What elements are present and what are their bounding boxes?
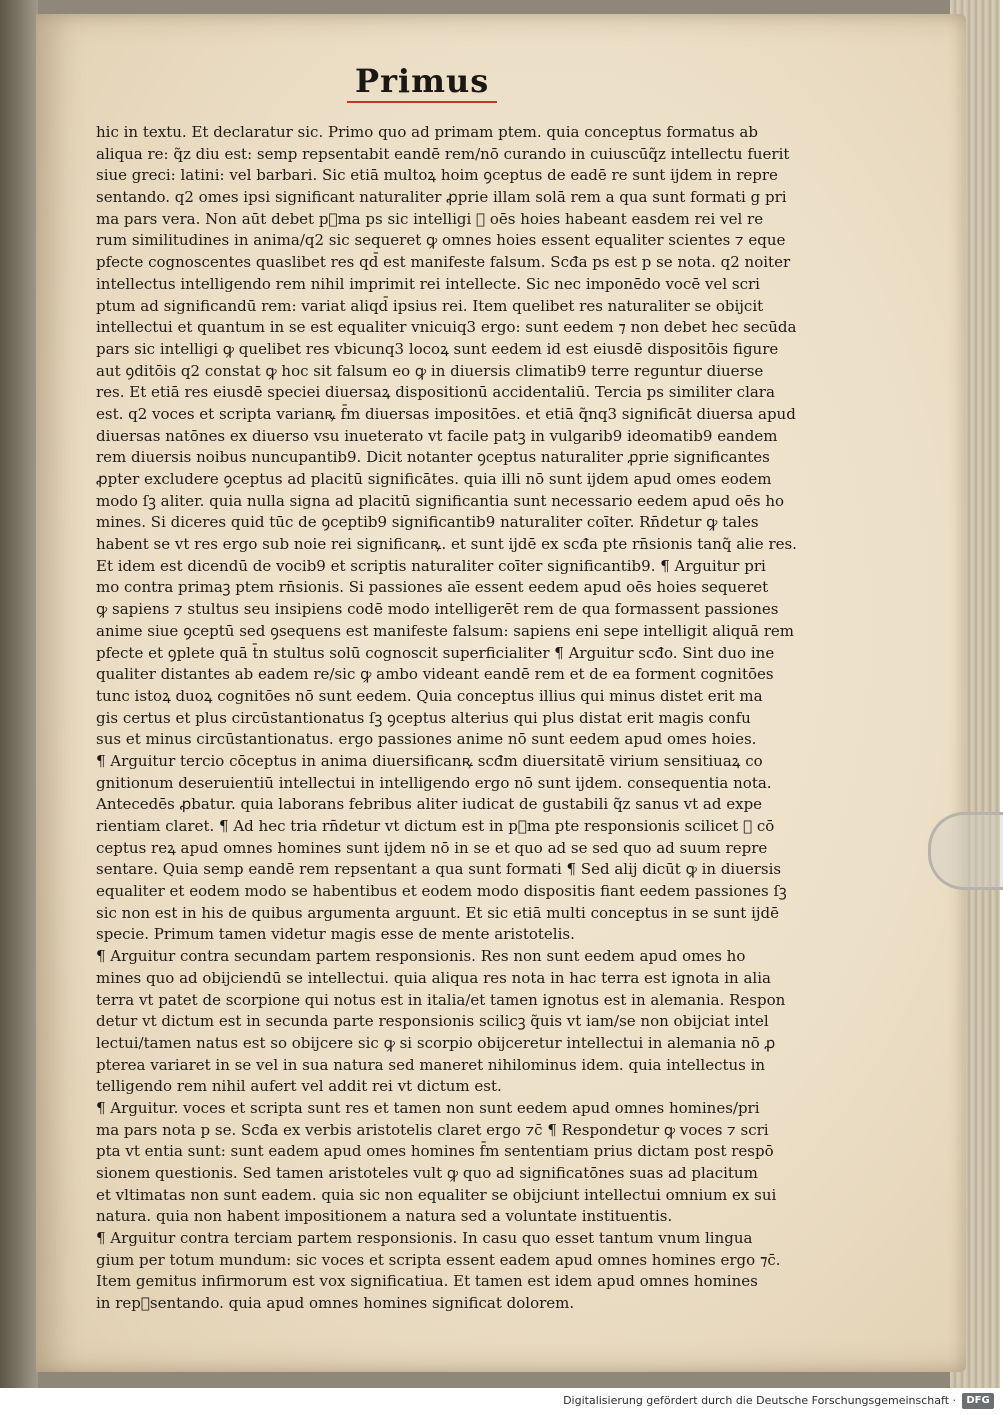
text-line: ¶ Arguitur contra secundam partem responsionis. Res non sunt eedem apud omes ho (96, 947, 746, 966)
funding-credit: Digitalisierung gefördert durch die Deutsche Forschungsgemeinschaft · (563, 1394, 956, 1407)
text-line: gis certus et plus circūstantionatus ſꝫ ꝯceptus alterius qui plus distat erit magis confu (96, 708, 751, 727)
text-line: gium per totum mundum: sic voces et scripta essent eadem apud omnes homines ergo ⁊c̄. (96, 1250, 781, 1269)
text-line: Et idem est dicendū de vocib9 et scriptis naturaliter coīter significantib9. ¶ Arguitur pri (96, 556, 766, 575)
text-line: pars sic intelligi ꝙ quelibet res vbicunq3 locoꝝ sunt eedem id est eiusdē dispositōis figure (96, 339, 779, 358)
text-line: ma pars nota p se. Scđa ex verbis aristotelis claret ergo ⁊c̄ ¶ Respondetur ꝙ voces ⁊ scri (96, 1120, 769, 1139)
text-line: ¶ Arguitur contra terciam partem responsionis. In casu quo esset tantum vnum lingua (96, 1229, 753, 1248)
text-line: modo ſꝫ aliter. quia nulla signa ad placitū significantia sunt necessario eedem apud oēs ho (96, 491, 785, 510)
text-line: sus et minus circūstantionatus. ergo passiones anime nō sunt eedem apud omes hoies. (96, 730, 757, 749)
text-line: aut ꝯditōis q2 constat ꝙ hoc sit falsum eo ꝙ in diuersis climatib9 terre reguntur diuerse (96, 361, 764, 380)
page-clip (928, 812, 1003, 890)
text-line: mines quo ad obijciendū se intellectui. quia aliqua res nota in hac terra est ignota in alia (96, 968, 771, 987)
text-line: specie. Primum tamen videtur magis esse de mente aristotelis. (96, 925, 575, 944)
text-line: natura. quia non habent impositionem a natura sed a voluntate instituentis. (96, 1207, 673, 1226)
text-line: ceptus reꝝ apud omnes homines sunt ijdem nō in se et quo ad se sed quo ad suum repre (96, 838, 768, 857)
text-line: pfecte cognoscentes quaslibet res qd̄ est manifeste falsum. Scđa ps est p se nota. q2 noiter (96, 253, 791, 272)
text-line: ¶ Arguitur tercio cōceptus in anima diuersificanꝶ scđm diuersitatē virium sensitiuaꝝ co (96, 751, 763, 770)
text-line: rem diuersis noibus nuncupantib9. Dicit notanter ꝯceptus naturaliter ꝓprie significantes (96, 448, 770, 467)
page-heading: Primus (355, 62, 490, 100)
text-line: equaliter et eodem modo se habentibus et eodem modo dispositis fiant eedem passiones ſꝫ (96, 882, 787, 901)
text-line: siue greci: latini: vel barbari. Sic etiā multoꝝ hoim ꝯceptus de eadē re sunt ijdem in repre (96, 166, 778, 185)
text-line: Item gemitus infirmorum est vox significatiua. Et tamen est idem apud omnes homines (96, 1272, 758, 1291)
text-line: ꝙ sapiens ⁊ stultus seu insipiens codē modo intelligerēt rem de qua formassent passiones (96, 600, 779, 619)
text-line: pfecte et ꝯplete quā t̄n stultus solū cognoscit superficialiter ¶ Arguitur scđo. Sint duo ine (96, 643, 775, 662)
text-line: habent se vt res ergo sub noie rei significanꝶ. et sunt ijdē ex scđa pte rn̄sionis tanq̃ alie res. (96, 535, 797, 554)
text-line: rientiam claret. ¶ Ad hec tria rn̄detur vt dictum est in pᷣma pte responsionis scilicet ꝙ cō (96, 817, 775, 835)
text-line: hic in textu. Et declaratur sic. Primo quo ad primam ptem. quia conceptus formatus ab (96, 123, 758, 141)
text-line: pterea variaret in se vel in sua natura sed maneret nihilominus idem. quia intellectus in (96, 1055, 766, 1074)
text-line: anime siue ꝯceptū sed ꝯsequens est manifeste falsum: sapiens eni sepe intelligit aliquā rem (96, 621, 794, 640)
body-text (96, 122, 797, 1313)
text-line: ꝓpter excludere ꝯceptus ad placitū significātes. quia illi nō sunt ijdem apud omes eodem (96, 470, 772, 488)
text-line: terra vt patet de scorpione qui notus est in italia/et tamen ignotus est in alemania. Respon (96, 990, 786, 1009)
text-line: sionem questionis. Sed tamen aristoteles vult ꝙ quo ad significatōnes suas ad placitum (96, 1164, 758, 1182)
text-line: mines. Si diceres quid tūc de ꝯceptib9 significantib9 naturaliter coīter. Rn̄detur ꝙ tales (96, 513, 759, 532)
text-line: sentare. Quia semp eandē rem repsentant a qua sunt formati ¶ Sed alij dicūt ꝙ in diuersis (96, 860, 782, 879)
text-line: res. Et etiā res eiusdē speciei diuersaꝝ dispositionū accidentaliū. Tercia ps similiter clara (96, 383, 775, 402)
text-line: detur vt dictum est in secunda parte responsionis scilicꝫ q̃uis vt iam/se non obijciat intel (96, 1012, 769, 1031)
text-line: qualiter distantes ab eadem re/sic ꝙ ambo videant eandē rem et de ea forment cognitōes (96, 665, 774, 684)
text-line: rum similitudines in anima/q2 sic sequeret ꝙ omnes hoies essent equaliter scientes ⁊ eque (96, 231, 786, 250)
text-line: intellectui et quantum in se est equaliter vnicuiq3 ergo: sunt eedem ⁊ non debet hec secūda (96, 318, 797, 337)
book-binding-edge (0, 0, 38, 1388)
text-line: lectui/tamen natus est so obijcere sic ꝙ si scorpio obijceretur intellectui in alemania nō ꝓ (96, 1033, 776, 1052)
text-line: Antecedēs ꝓbatur. quia laborans febribus aliter iudicat de gustabili q̃z sanus vt ad expe (96, 795, 763, 814)
text-line: pta vt entia sunt: sunt eadem apud omes homines f̄m sententiam prius dictam post respō (96, 1142, 774, 1161)
text-line: gnitionum deseruientiū intellectui in intelligendo ergo nō sunt ijdem. consequentia nota. (96, 773, 772, 792)
text-line: sentando. q2 omes ipsi significant naturaliter ꝓprie illam solā rem a qua sunt formati g pri (96, 188, 787, 207)
text-line: aliqua re: q̃z diu est: semp repsentabit eandē rem/nō curando in cuiuscūq̃z intellectu fuerit (96, 144, 790, 163)
text-line: tunc istoꝝ duoꝝ cognitōes nō sunt eedem. Quia conceptus illius qui minus distet erit ma (96, 686, 763, 705)
text-line: telligendo rem nihil aufert vel addit rei vt dictum est. (96, 1077, 502, 1096)
text-line: et vltimatas non sunt eadem. quia sic non equaliter se obijciunt intellectui omnium ex sui (96, 1185, 777, 1204)
text-line: mo contra primaꝫ ptem rn̄sionis. Si passiones aīe essent eedem apud oēs hoies sequeret (96, 578, 769, 597)
text-line: diuersas natōnes ex diuerso vsu inueterato vt facile patꝫ in vulgarib9 ideomatib9 eandem (96, 426, 778, 445)
text-line: ptum ad significandū rem: variat aliqd̄ ipsius rei. Item quelibet res naturaliter se obijcit (96, 296, 764, 315)
text-line: ma pars vera. Non aūt debet pᷣma ps sic intelligi ꝙ oēs hoies habeant easdem rei vel re (96, 209, 764, 228)
text-line: est. q2 voces et scripta varianꝶ f̄m diuersas impositōes. et etiā q̃nq3 significāt diuersa apud (96, 404, 796, 423)
dfg-logo-icon: DFG (962, 1393, 994, 1409)
text-line: in repᷣsentando. quia apud omnes homines significat dolorem. (96, 1294, 575, 1313)
heading-red-underline (347, 101, 497, 103)
footer-bar (0, 1388, 1000, 1414)
text-line: ¶ Arguitur. voces et scripta sunt res et tamen non sunt eedem apud omnes homines/pri (96, 1098, 760, 1117)
text-line: intellectus intelligendo rem nihil imprimit rei intellecte. Sic nec imponēdo vocē vel scri (96, 274, 760, 293)
text-line: sic non est in his de quibus argumenta arguunt. Et sic etiā multi conceptus in se sunt ijdē (96, 903, 780, 922)
